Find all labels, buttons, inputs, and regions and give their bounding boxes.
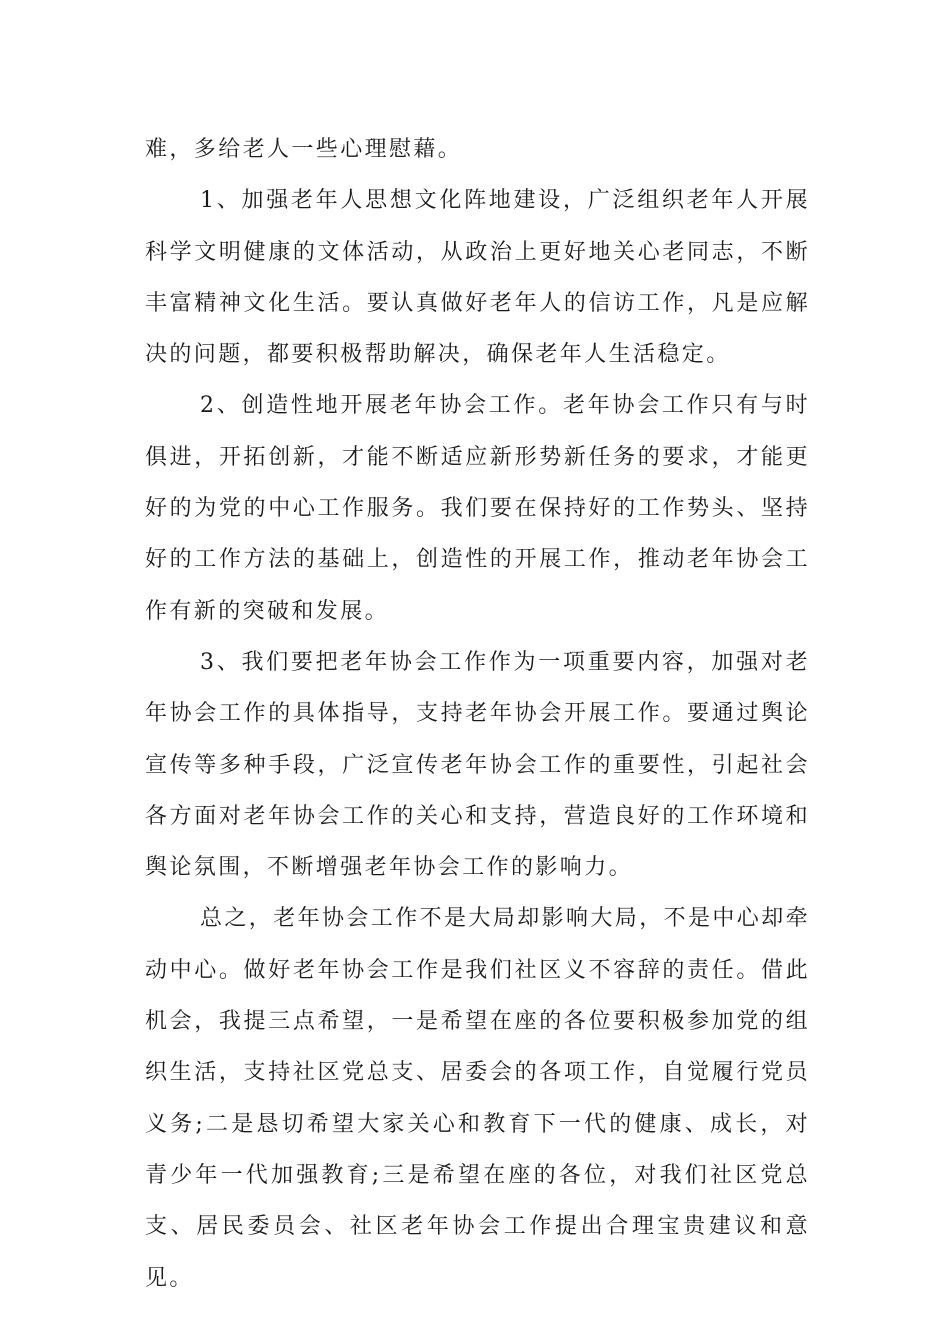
paragraph-continuation: 难，多给老人一些心理慰藉。: [145, 137, 463, 162]
paragraph-item-3: 3、我们要把老年协会工作作为一项重要内容，加强对老年协会工作的具体指导，支持老年协会开展工作。要通过舆论宣传等多种手段，广泛宣传老年协会工作的重要性，引起社会各方面对老年协会工作的关心和支持，营造良好的工作环境和舆论氛围，不断增强老年协会工作的影响力。: [145, 649, 810, 881]
document-body: [145, 124, 810, 1304]
paragraph-conclusion: 总之，老年协会工作不是大局却影响大局，不是中心却牵动中心。做好老年协会工作是我们社区义不容辞的责任。借此机会，我提三点希望，一是希望在座的各位要积极参加党的组织生活，支持社区党总支、居委会的各项工作，自觉履行党员义务;二是恳切希望大家关心和教育下一代的健康、成长，对青少年一代加强教育;三是希望在座的各位，对我们社区党总支、居民委员会、社区老年协会工作提出合理宝贵建议和意见。: [145, 906, 811, 1291]
paragraph-item-1: 1、加强老年人思想文化阵地建设，广泛组织老年人开展科学文明健康的文体活动，从政治上更好地关心老同志，不断丰富精神文化生活。要认真做好老年人的信访工作，凡是应解决的问题，都要积极帮助解决，确保老年人生活稳定。: [145, 188, 810, 368]
paragraph-item-2: 2、创造性地开展老年协会工作。老年协会工作只有与时俱进，开拓创新，才能不断适应新形势新任务的要求，才能更好的为党的中心工作服务。我们要在保持好的工作势头、坚持好的工作方法的基础上，创造性的开展工作，推动老年协会工作有新的突破和发展。: [145, 393, 810, 624]
